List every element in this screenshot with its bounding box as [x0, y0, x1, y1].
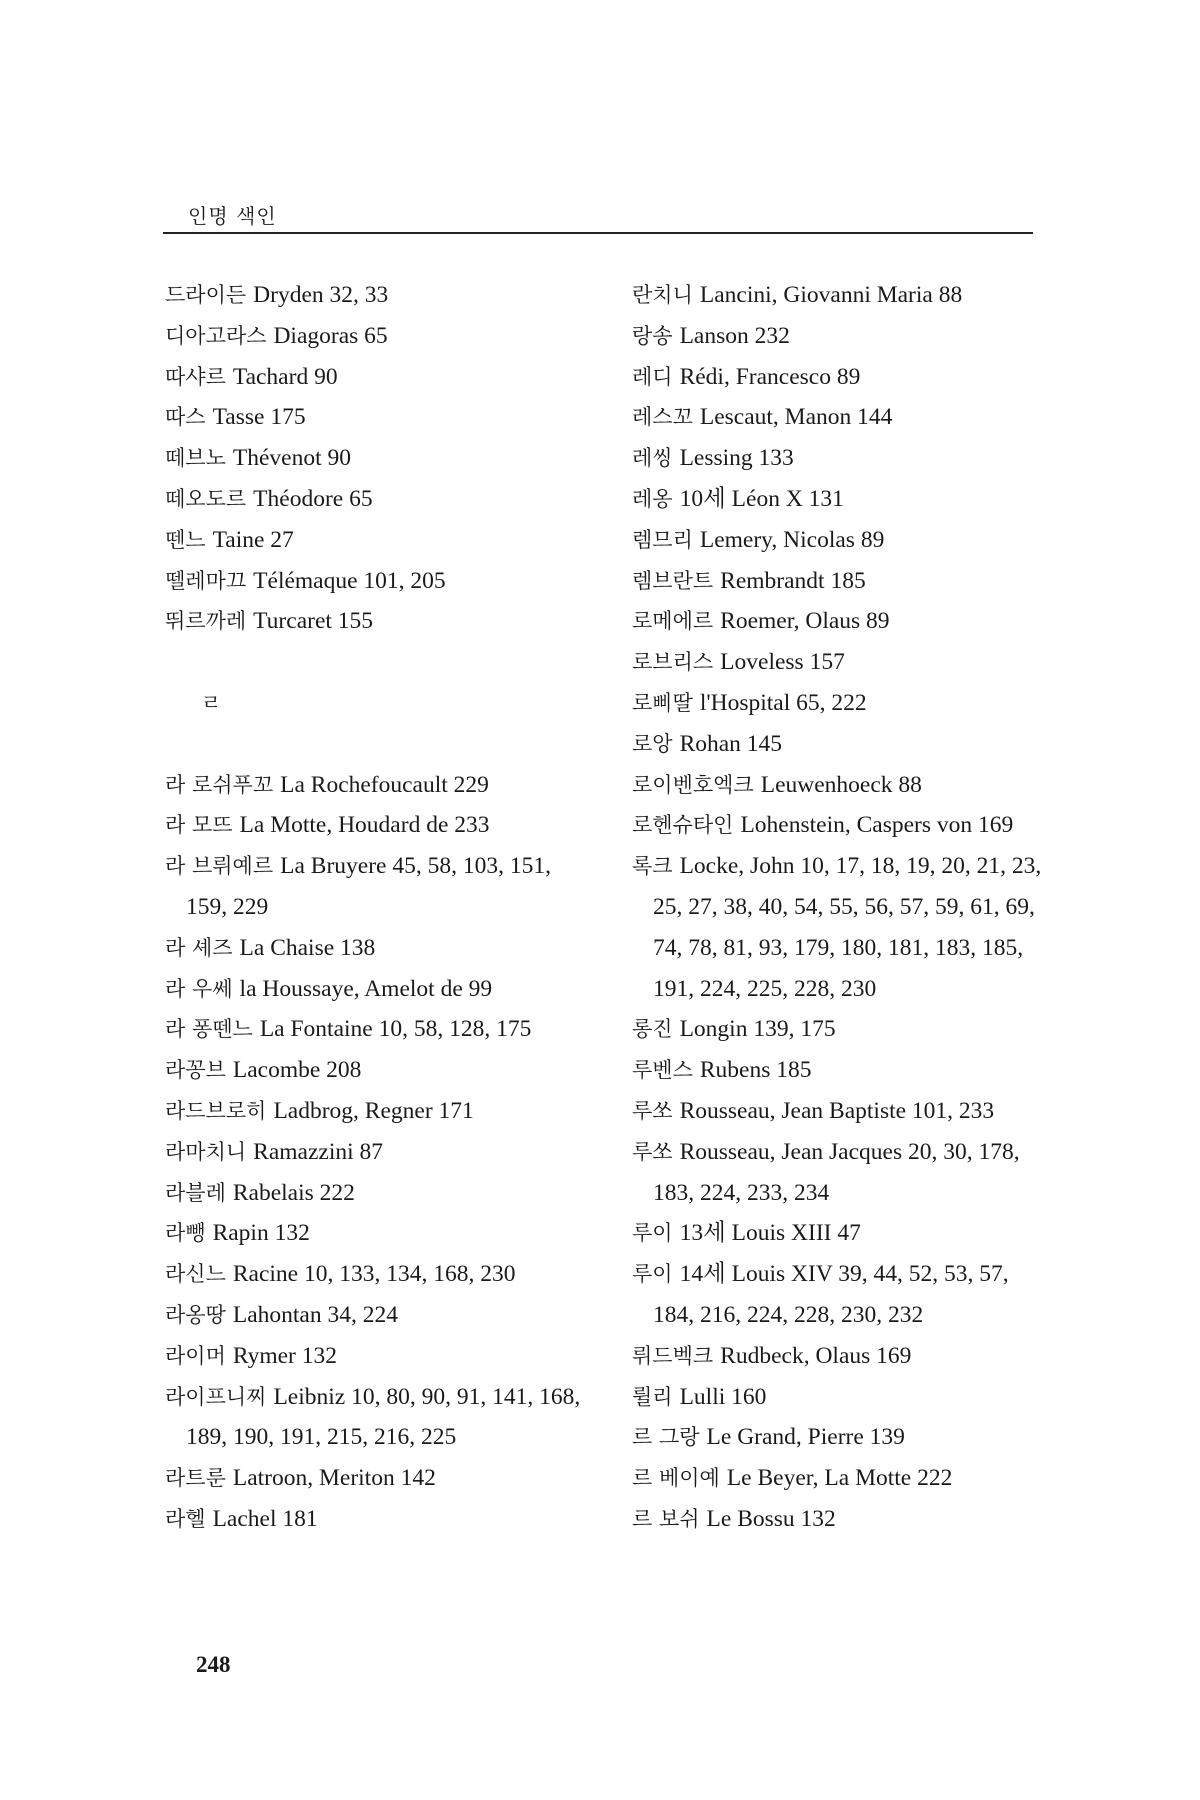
index-entry [632, 479, 1042, 520]
entry-korean-name: 루이 [632, 1262, 673, 1287]
right-column [632, 275, 1042, 1540]
entry-korean-name: 란치니 [632, 283, 693, 307]
index-entry [632, 275, 1042, 316]
entry-original-name-and-pages: Télémaque 101, 205 [253, 567, 446, 594]
section-letter: ㄹ [201, 690, 222, 715]
index-entry [632, 1009, 1042, 1050]
index-entry [165, 275, 585, 316]
index-entry [632, 1050, 1042, 1091]
entry-korean-name: 로헨슈타인 [632, 813, 734, 838]
entry-korean-name: 륄리 [632, 1384, 673, 1409]
entry-original-name-and-pages: 10세 Léon X 131 [679, 485, 844, 512]
index-entry [165, 1091, 585, 1132]
entry-korean-name: 레디 [632, 364, 673, 389]
entry-korean-name: 라이머 [165, 1343, 226, 1368]
entry-korean-name: 레옹 [632, 486, 673, 511]
entry-korean-name: 라 브뤼예르 [165, 854, 274, 879]
entry-original-name-and-pages: Tasse 175 [212, 404, 306, 431]
entry-original-name-and-pages: Rousseau, Jean Baptiste 101, 233 [679, 1097, 995, 1124]
index-entry [165, 1213, 585, 1254]
entry-korean-name: 루쏘 [632, 1139, 673, 1164]
index-entry [632, 316, 1042, 357]
index-group-top [165, 275, 585, 642]
entry-original-name-and-pages: Lescaut, Manon 144 [699, 404, 893, 431]
index-entry [632, 397, 1042, 438]
index-entry [165, 561, 585, 602]
entry-original-name-and-pages: Lacombe 208 [232, 1057, 362, 1084]
entry-korean-name: 로삐딸 [632, 690, 693, 715]
index-entry [632, 724, 1042, 765]
entry-original-name-and-pages: Le Bossu 132 [706, 1505, 836, 1532]
entry-original-name-and-pages: Le Beyer, La Motte 222 [726, 1465, 953, 1492]
index-entry [165, 520, 585, 561]
entry-original-name-and-pages: Diagoras 65 [273, 322, 388, 349]
entry-original-name-and-pages: Rabelais 222 [232, 1179, 355, 1206]
entry-original-name-and-pages: Loveless 157 [720, 649, 845, 676]
index-entry [165, 479, 585, 520]
index-entry [632, 561, 1042, 602]
entry-original-name-and-pages: Rubens 185 [699, 1057, 812, 1084]
entry-original-name-and-pages: Rousseau, Jean Jacques 20, 30, 178, 183, 224, 233, 234 [653, 1138, 1020, 1206]
entry-korean-name: 랑송 [632, 323, 673, 348]
entry-original-name-and-pages: Rapin 132 [212, 1220, 310, 1247]
entry-original-name-and-pages: Turcaret 155 [253, 608, 374, 635]
entry-korean-name: 롱진 [632, 1017, 673, 1042]
entry-korean-name: 록크 [632, 854, 673, 879]
entry-korean-name: 디아고라스 [165, 323, 267, 348]
index-entry [632, 642, 1042, 683]
entry-original-name-and-pages: Thévenot 90 [232, 445, 351, 472]
index-entry [165, 357, 585, 398]
entry-original-name-and-pages: Locke, John 10, 17, 18, 19, 20, 21, 23, 25, 27, 38, 40, 54, 55, 56, 57, 59, 61, 69, 74, 78, 81, 93, 179, 180, 181, 183, 185, 191, 224, 225, 228, 230 [653, 853, 1042, 1002]
left-column [165, 275, 585, 1540]
entry-korean-name: 로브리스 [632, 650, 714, 675]
entry-original-name-and-pages: Rohan 145 [679, 730, 783, 757]
entry-original-name-and-pages: 13세 Louis XIII 47 [679, 1220, 861, 1247]
entry-korean-name: 로앙 [632, 731, 673, 756]
index-entry [165, 805, 585, 846]
entry-korean-name: 라꽁브 [165, 1058, 226, 1083]
index-entry [632, 765, 1042, 806]
entry-korean-name: 루벤스 [632, 1058, 693, 1083]
entry-korean-name: 라신느 [165, 1262, 226, 1287]
entry-korean-name: 라 셰즈 [165, 935, 233, 960]
entry-original-name-and-pages: Théodore 65 [253, 485, 373, 512]
entry-korean-name: 라 모뜨 [165, 813, 233, 838]
entry-original-name-and-pages: Leibniz 10, 80, 90, 91, 141, 168, 189, 190, 191, 215, 216, 225 [186, 1383, 581, 1451]
index-entry [632, 438, 1042, 479]
entry-original-name-and-pages: Lanson 232 [679, 322, 790, 349]
entry-original-name-and-pages: Racine 10, 133, 134, 168, 230 [232, 1261, 516, 1288]
entry-korean-name: 뤼드벡크 [632, 1343, 714, 1368]
index-entry [165, 1336, 585, 1377]
index-entry [165, 1377, 585, 1459]
index-entry [165, 438, 585, 479]
index-entry [632, 1499, 1042, 1540]
entry-korean-name: 라뺑 [165, 1221, 206, 1246]
entry-original-name-and-pages: Longin 139, 175 [679, 1016, 836, 1043]
entry-korean-name: 르 베이예 [632, 1466, 720, 1491]
index-entry [165, 316, 585, 357]
entry-korean-name: 라마치니 [165, 1139, 247, 1164]
entry-korean-name: 렘브란트 [632, 568, 714, 593]
entry-original-name-and-pages: Lemery, Nicolas 89 [699, 526, 885, 553]
entry-korean-name: 라드브로히 [165, 1098, 267, 1123]
entry-korean-name: 떼브노 [165, 446, 226, 471]
index-entry [165, 1499, 585, 1540]
entry-korean-name: 뗄레마끄 [165, 568, 247, 593]
entry-original-name-and-pages: Leuwenhoeck 88 [760, 771, 922, 798]
entry-korean-name: 르 그랑 [632, 1425, 700, 1450]
entry-original-name-and-pages: Rymer 132 [232, 1342, 338, 1369]
index-entry [632, 1458, 1042, 1499]
entry-korean-name: 렘므리 [632, 527, 693, 552]
index-entry [632, 846, 1042, 1009]
entry-original-name-and-pages: La Fontaine 10, 58, 128, 175 [259, 1016, 532, 1043]
index-entry [165, 1254, 585, 1295]
index-entry [165, 601, 585, 642]
index-entry [632, 357, 1042, 398]
entry-original-name-and-pages: Ramazzini 87 [253, 1138, 384, 1165]
page-number: 248 [196, 1652, 231, 1677]
index-entry [165, 846, 585, 928]
entry-original-name-and-pages: 14세 Louis XIV 39, 44, 52, 53, 57, 184, 216, 224, 228, 230, 232 [653, 1261, 1009, 1328]
entry-original-name-and-pages: Rembrandt 185 [720, 567, 866, 594]
entry-korean-name: 라헬 [165, 1506, 206, 1531]
index-entry [632, 601, 1042, 642]
entry-korean-name: 루이 [632, 1221, 673, 1246]
entry-korean-name: 라 퐁뗀느 [165, 1017, 253, 1042]
entry-korean-name: 르 보쉬 [632, 1506, 700, 1531]
index-entry [632, 1254, 1042, 1336]
entry-korean-name: 라 우쎄 [165, 976, 233, 1001]
entry-original-name-and-pages: Taine 27 [212, 526, 294, 553]
index-group-rieul [165, 765, 585, 1540]
entry-korean-name: 따스 [165, 405, 206, 430]
entry-korean-name: 라블레 [165, 1180, 226, 1205]
entry-original-name-and-pages: Lessing 133 [679, 445, 794, 472]
entry-original-name-and-pages: Roemer, Olaus 89 [720, 608, 890, 635]
entry-korean-name: 라트룬 [165, 1466, 226, 1491]
entry-original-name-and-pages: Lulli 160 [679, 1383, 767, 1410]
index-entry [165, 397, 585, 438]
index-entry [165, 1458, 585, 1499]
running-head: 인명 색인 [188, 204, 277, 228]
index-entry [632, 1132, 1042, 1214]
entry-korean-name: 루쏘 [632, 1098, 673, 1123]
entry-original-name-and-pages: Latroon, Meriton 142 [232, 1465, 436, 1492]
index-entry [632, 805, 1042, 846]
entry-korean-name: 드라이든 [165, 283, 247, 307]
entry-korean-name: 레스꼬 [632, 405, 693, 430]
index-entry [632, 683, 1042, 724]
entry-original-name-and-pages: la Houssaye, Amelot de 99 [239, 975, 493, 1002]
entry-original-name-and-pages: Tachard 90 [232, 363, 338, 390]
entry-original-name-and-pages: La Rochefoucault 229 [280, 771, 489, 798]
index-entry [165, 1295, 585, 1336]
entry-korean-name: 라옹땅 [165, 1302, 226, 1327]
index-entry [165, 928, 585, 969]
index-entry [632, 1417, 1042, 1458]
entry-original-name-and-pages: La Chaise 138 [239, 934, 376, 961]
entry-original-name-and-pages: Lancini, Giovanni Maria 88 [699, 282, 963, 308]
index-group-right [632, 275, 1042, 1540]
entry-korean-name: 라이프니찌 [165, 1384, 267, 1409]
entry-original-name-and-pages: l'Hospital 65, 222 [699, 689, 867, 716]
entry-korean-name: 레씽 [632, 446, 673, 471]
index-entry [632, 1091, 1042, 1132]
index-entry [165, 1132, 585, 1173]
entry-original-name-and-pages: Le Grand, Pierre 139 [706, 1424, 905, 1451]
index-entry [632, 1213, 1042, 1254]
entry-original-name-and-pages: La Bruyere 45, 58, 103, 151, 159, 229 [186, 853, 551, 920]
index-entry [632, 1377, 1042, 1418]
entry-original-name-and-pages: Rudbeck, Olaus 169 [720, 1342, 912, 1369]
entry-original-name-and-pages: Rédi, Francesco 89 [679, 363, 861, 390]
index-entry [165, 765, 585, 806]
entry-korean-name: 로메에르 [632, 609, 714, 634]
entry-korean-name: 뗀느 [165, 527, 206, 552]
index-entry [165, 1050, 585, 1091]
index-entry [165, 1173, 585, 1214]
entry-korean-name: 뛰르까레 [165, 609, 247, 634]
index-entry [632, 1336, 1042, 1377]
entry-original-name-and-pages: Lohenstein, Caspers von 169 [740, 812, 1014, 839]
entry-original-name-and-pages: Lahontan 34, 224 [232, 1301, 398, 1328]
entry-korean-name: 라 로쉬푸꼬 [165, 772, 274, 797]
entry-original-name-and-pages: Dryden 32, 33 [253, 282, 389, 308]
entry-original-name-and-pages: La Motte, Houdard de 233 [239, 812, 490, 839]
header-rule [163, 232, 1033, 234]
index-entry [165, 1009, 585, 1050]
index-entry [165, 969, 585, 1010]
entry-korean-name: 로이벤호엑크 [632, 772, 754, 797]
index-entry [632, 520, 1042, 561]
entry-korean-name: 따샤르 [165, 364, 226, 389]
entry-original-name-and-pages: Ladbrog, Regner 171 [273, 1097, 474, 1124]
entry-korean-name: 떼오도르 [165, 486, 247, 511]
entry-original-name-and-pages: Lachel 181 [212, 1505, 318, 1532]
